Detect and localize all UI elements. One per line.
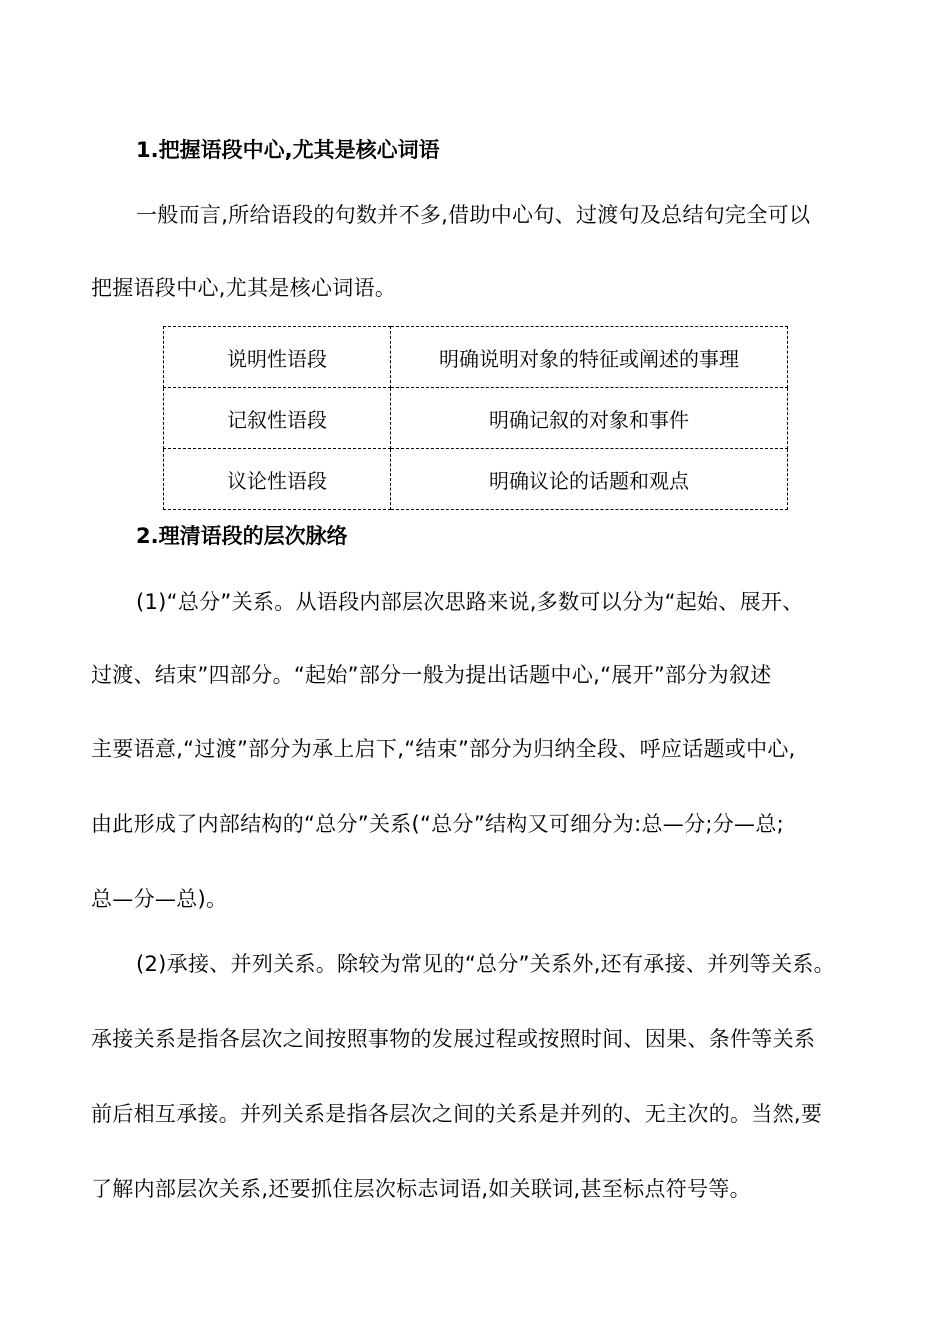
table-row bbox=[164, 449, 788, 510]
section2-paragraph1-line: (1)“总分”关系。从语段内部层次思路来说,多数可以分为“起始、展开、 bbox=[136, 590, 804, 614]
table-cell-desc: 明确记叙的对象和事件 bbox=[391, 388, 788, 449]
paragraph-type-table bbox=[163, 326, 788, 510]
section2-heading: 2.理清语段的层次脉络 bbox=[136, 524, 348, 548]
section2-paragraph2-line: (2)承接、并列关系。除较为常见的“总分”关系外,还有承接、并列等关系。 bbox=[136, 952, 835, 976]
section2-paragraph2-line: 了解内部层次关系,还要抓住层次标志词语,如关联词,甚至标点符号等。 bbox=[91, 1177, 751, 1201]
section1-paragraph-line: 把握语段中心,尤其是核心词语。 bbox=[91, 276, 397, 300]
section2-paragraph1-line: 主要语意,“过渡”部分为承上启下,“结束”部分为归纳全段、呼应话题或中心, bbox=[91, 737, 796, 761]
table-cell-type: 说明性语段 bbox=[164, 327, 391, 388]
table-row bbox=[164, 388, 788, 449]
section1-heading: 1.把握语段中心,尤其是核心词语 bbox=[136, 138, 440, 162]
table-cell-type: 议论性语段 bbox=[164, 449, 391, 510]
section2-paragraph1-line: 总—分—总)。 bbox=[91, 887, 228, 911]
table-row bbox=[164, 327, 788, 388]
section2-paragraph2-line: 前后相互承接。并列关系是指各层次之间的关系是并列的、无主次的。当然,要 bbox=[91, 1102, 823, 1126]
table-cell-desc: 明确议论的话题和观点 bbox=[391, 449, 788, 510]
section1-paragraph-line: 一般而言,所给语段的句数并不多,借助中心句、过渡句及总结句完全可以 bbox=[136, 203, 811, 227]
section2-paragraph1-line: 过渡、结束”四部分。“起始”部分一般为提出话题中心,“展开”部分为叙述 bbox=[91, 663, 772, 687]
section2-paragraph2-line: 承接关系是指各层次之间按照事物的发展过程或按照时间、因果、条件等关系 bbox=[91, 1027, 816, 1051]
table-cell-desc: 明确说明对象的特征或阐述的事理 bbox=[391, 327, 788, 388]
section2-paragraph1-line: 由此形成了内部结构的“总分”关系(“总分”结构又可细分为:总—分;分—总; bbox=[91, 812, 785, 836]
table-cell-type: 记叙性语段 bbox=[164, 388, 391, 449]
